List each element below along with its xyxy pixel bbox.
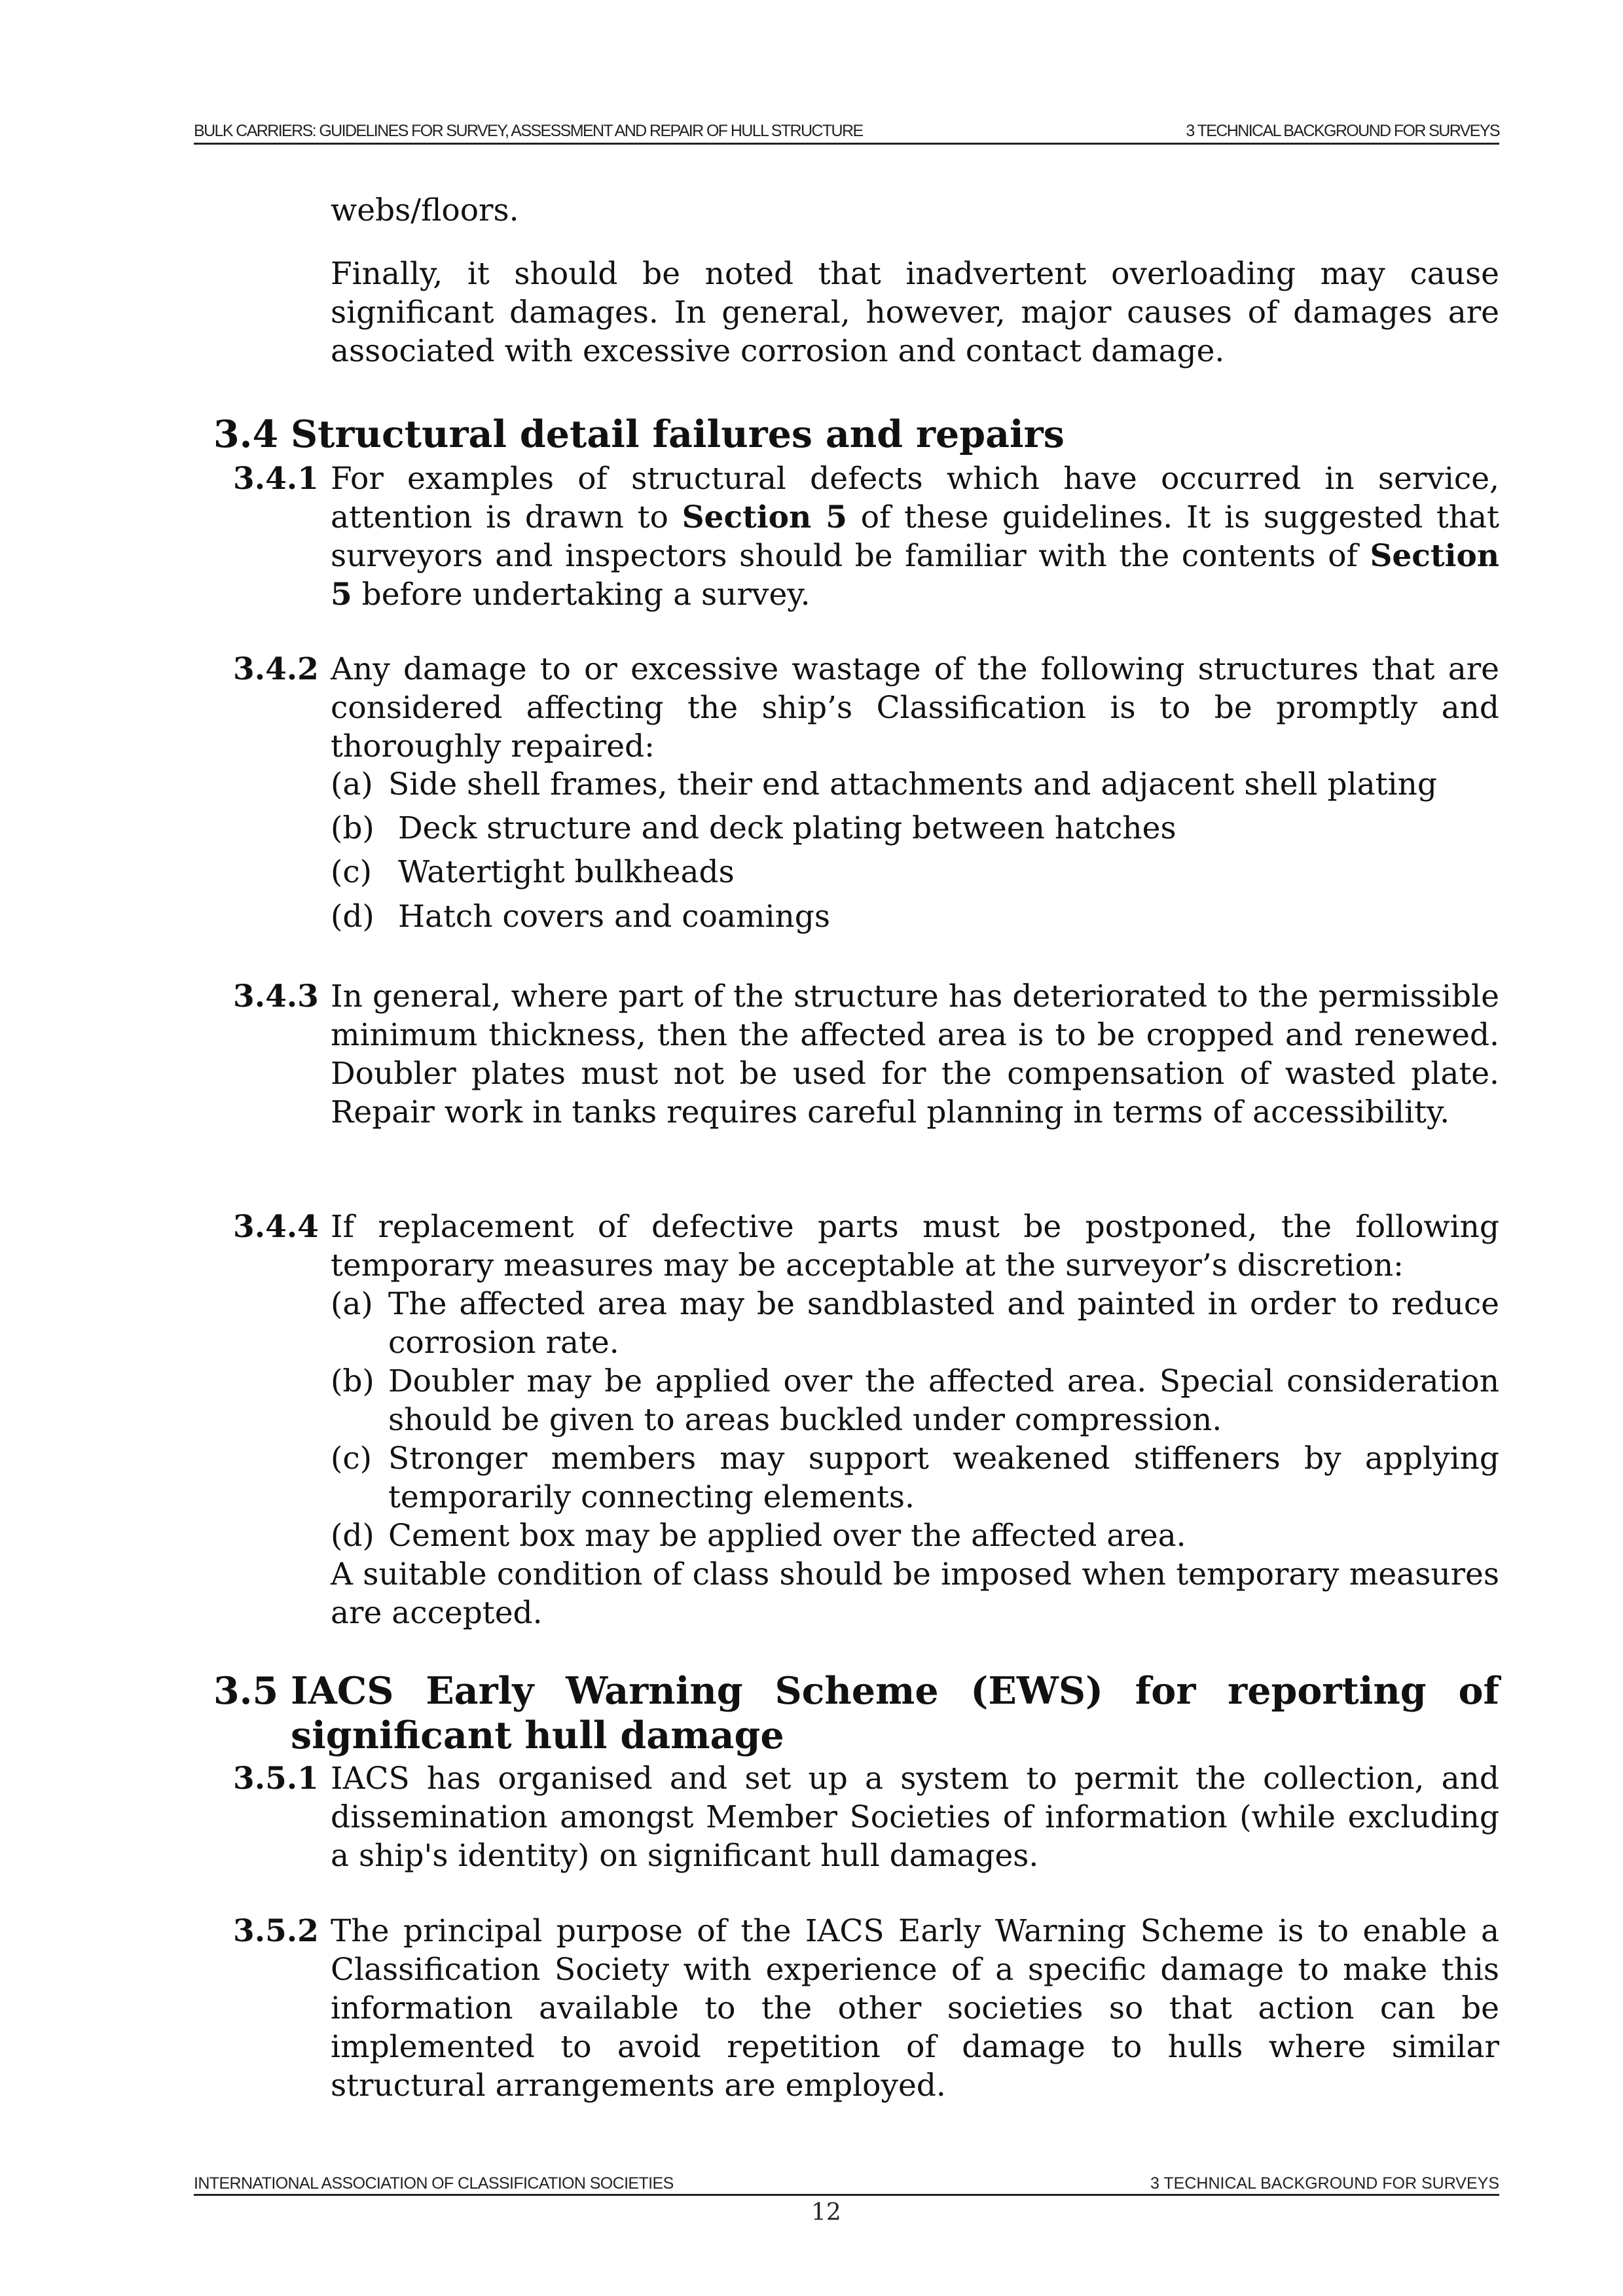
paragraph-text-part: before undertaking a survey. [352,577,811,613]
intro-paragraph: Finally, it should be noted that inadvertent overloading may cause significant damages. In general, however, major causes of damages are associated with excessive corrosion and contact damage. [331,256,1499,369]
list-label: (a) [331,1286,373,1322]
list-label: (b) [331,1363,374,1399]
paragraph-number: 3.5.2 [233,1913,319,1949]
list-label: (b) [331,810,374,846]
list-text: The affected area may be sandblasted and painted in order to reduce corrosion rate. [388,1286,1499,1361]
header-document-title: BULK CARRIERS: GUIDELINES FOR SURVEY, ASSESSMENT AND REPAIR OF HULL STRUCTURE [194,122,863,140]
footer-organization: INTERNATIONAL ASSOCIATION OF CLASSIFICATION SOCIETIES [194,2174,674,2193]
section-heading-3-4 [213,412,1499,457]
section-title: Structural detail failures and repairs [291,412,1065,456]
footer-chapter-title: 3 TECHNICAL BACKGROUND FOR SURVEYS [1150,2174,1499,2193]
header-chapter-title: 3 TECHNICAL BACKGROUND FOR SURVEYS [1186,122,1499,140]
paragraph-number: 3.5.1 [233,1761,319,1797]
list-label: (d) [331,1518,374,1554]
intro-fragment: webs/floors. [331,192,519,228]
paragraph-text-part: For examples of structural defects which have occurred in service, attention is drawn to [331,461,1499,535]
running-header [194,120,1499,145]
list-label: (c) [331,1441,372,1477]
page-number: 12 [811,2199,841,2226]
paragraph-3-4-3 [233,977,1499,1132]
paragraph-text: IACS has organised and set up a system to permit the collection, and dissemination amongst Member Societies of information (while excluding a ship's identity) on significant hull damages. [331,1761,1499,1874]
section-number: 3.5 [213,1669,279,1713]
list-text: Stronger members may support weakened stiffeners by applying temporarily connecting elements. [388,1441,1499,1515]
paragraph-number: 3.4.2 [233,651,319,687]
paragraph-text [331,459,1499,614]
list-item [331,1362,1499,1439]
list-item [331,1285,1499,1362]
list-text: Hatch covers and coamings [398,899,830,935]
closing-paragraph: A suitable condition of class should be imposed when temporary measures are accepted. [331,1556,1499,1631]
section-number: 3.4 [213,412,279,456]
paragraph-3-4-2 [233,650,1499,766]
list-label: (c) [331,854,372,890]
list-text: Side shell frames, their end attachments and adjacent shell plating [388,766,1437,802]
section-heading-3-5 [213,1669,1499,1758]
paragraph-3-5-1 [233,1759,1499,1875]
list-item [331,1516,1499,1555]
paragraph-text-part: of these guidelines. It is suggested that surveyors and inspectors should be familiar with the contents of [331,499,1499,574]
paragraph-text: If replacement of defective parts must be postponed, the following temporary measures may be acceptable at the surveyor’s discretion: [331,1209,1499,1283]
list-item [331,897,1499,936]
paragraph-3-5-2 [233,1912,1499,2105]
list-text: Cement box may be applied over the affected area. [388,1518,1186,1554]
list-item [331,853,1499,891]
list-text: Deck structure and deck plating between hatches [398,810,1176,846]
list-item [331,1439,1499,1516]
list-item [331,809,1499,848]
list-item [331,765,1499,804]
paragraph-3-4-1 [233,459,1499,614]
section-reference: Section 5 [331,538,1499,613]
paragraph-number: 3.4.4 [233,1209,319,1245]
running-footer [194,2173,1499,2196]
section-title: IACS Early Warning Scheme (EWS) for reporting of significant hull damage [291,1669,1499,1757]
paragraph-text: Any damage to or excessive wastage of the following structures that are considered affecting the ship’s Classification is to be promptly and thoroughly repaired: [331,651,1499,764]
section-reference: Section 5 [682,499,847,535]
list-text: Watertight bulkheads [398,854,735,890]
list-text: Doubler may be applied over the affected area. Special consideration should be given to areas buckled under compression. [388,1363,1499,1438]
paragraph-3-4-4 [233,1208,1499,1285]
paragraph-number: 3.4.3 [233,978,319,1014]
paragraph-text: The principal purpose of the IACS Early Warning Scheme is to enable a Classification Society with experience of a specific damage to make this information available to the other societies so that action can be implemented to avoid repetition of damage to hulls where similar structural arrangements are employed. [331,1913,1499,2104]
paragraph-text: In general, where part of the structure has deteriorated to the permissible minimum thickness, then the affected area is to be cropped and renewed. Doubler plates must not be used for the compensation of wasted plate. Repair work in tanks requires careful planning in terms of accessibility. [331,978,1499,1130]
list-label: (a) [331,766,373,802]
list-label: (d) [331,899,374,935]
paragraph-number: 3.4.1 [233,461,319,497]
